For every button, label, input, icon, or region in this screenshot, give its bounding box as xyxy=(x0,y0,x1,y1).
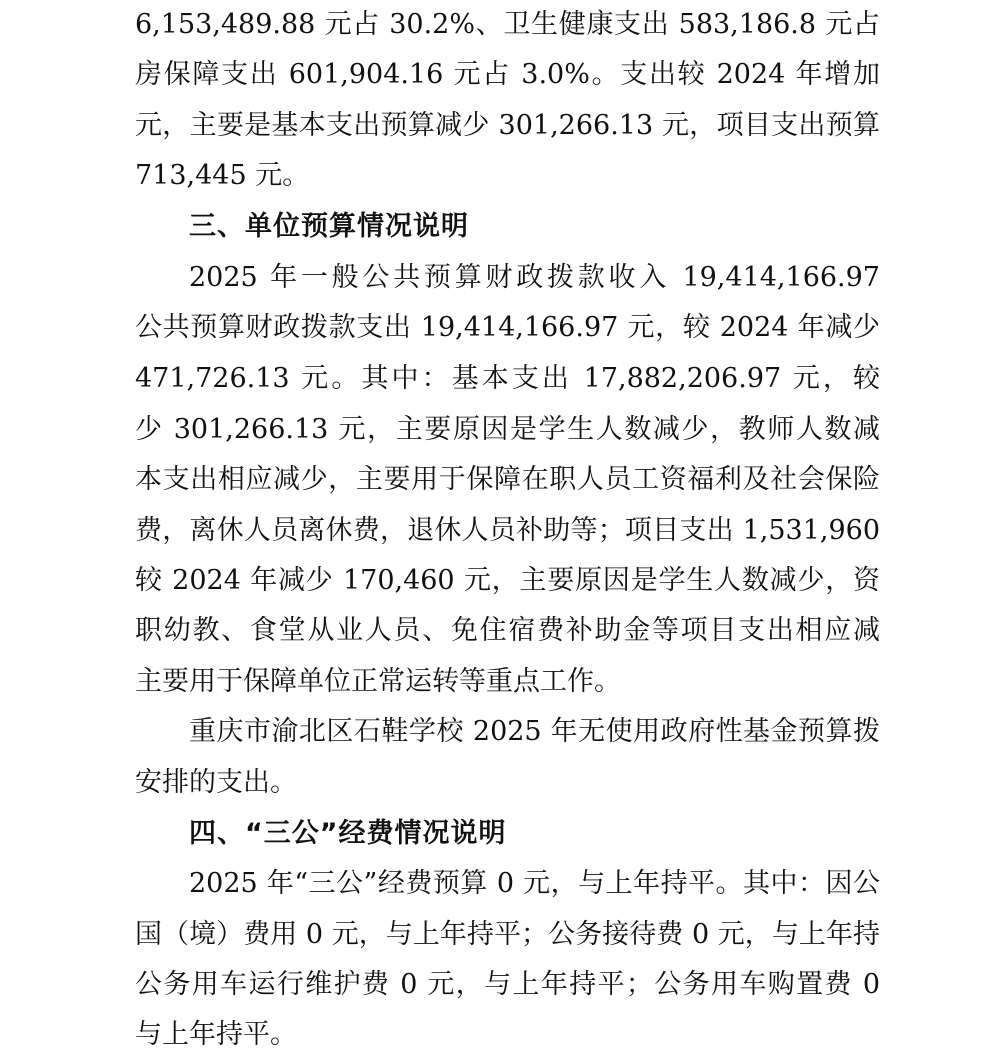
section-heading-3: 三、单位预算情况说明 xyxy=(189,211,469,242)
text-line: 2025 年一般公共预算财政拨款收入 19,414,166.97 xyxy=(189,262,880,293)
text-line: 与上年持平。 xyxy=(135,1019,297,1050)
text-line: 主要用于保障单位正常运转等重点工作。 xyxy=(135,666,621,697)
text-line: 公共预算财政拨款支出 19,414,166.97 元，较 2024 年减少 xyxy=(135,312,880,343)
text-line: 713,445 元。 xyxy=(135,160,310,191)
text-line: 重庆市渝北区石鞋学校 2025 年无使用政府性基金预算拨 xyxy=(189,716,880,747)
text-line: 元，主要是基本支出预算减少 301,266.13 元，项目支出预算 xyxy=(135,110,880,141)
text-line: 国（境）费用 0 元，与上年持平；公务接待费 0 元，与上年持 xyxy=(135,919,880,950)
text-line: 安排的支出。 xyxy=(135,767,297,798)
text-line: 471,726.13 元。其中：基本支出 17,882,206.97 元，较 xyxy=(135,363,880,394)
text-line: 2025 年“三公”经费预算 0 元，与上年持平。其中：因公 xyxy=(189,868,880,899)
text-line: 费，离休人员离休费，退休人员补助等；项目支出 1,531,960 xyxy=(135,515,880,546)
text-line: 本支出相应减少，主要用于保障在职人员工资福利及社会保险 xyxy=(135,464,880,495)
section-heading-4: 四、“三公”经费情况说明 xyxy=(189,818,507,849)
text-line: 6,153,489.88 元占 30.2%、卫生健康支出 583,186.8 元占 xyxy=(135,9,880,40)
text-line: 职幼教、食堂从业人员、免住宿费补助金等项目支出相应减 xyxy=(135,615,880,646)
text-line: 较 2024 年减少 170,460 元，主要原因是学生人数减少，资 xyxy=(135,565,880,596)
text-line: 房保障支出 601,904.16 元占 3.0%。支出较 2024 年增加 xyxy=(135,59,880,90)
text-line: 少 301,266.13 元，主要原因是学生人数减少，教师人数减 xyxy=(135,414,880,445)
text-line: 公务用车运行维护费 0 元，与上年持平；公务用车购置费 0 xyxy=(135,969,880,1000)
